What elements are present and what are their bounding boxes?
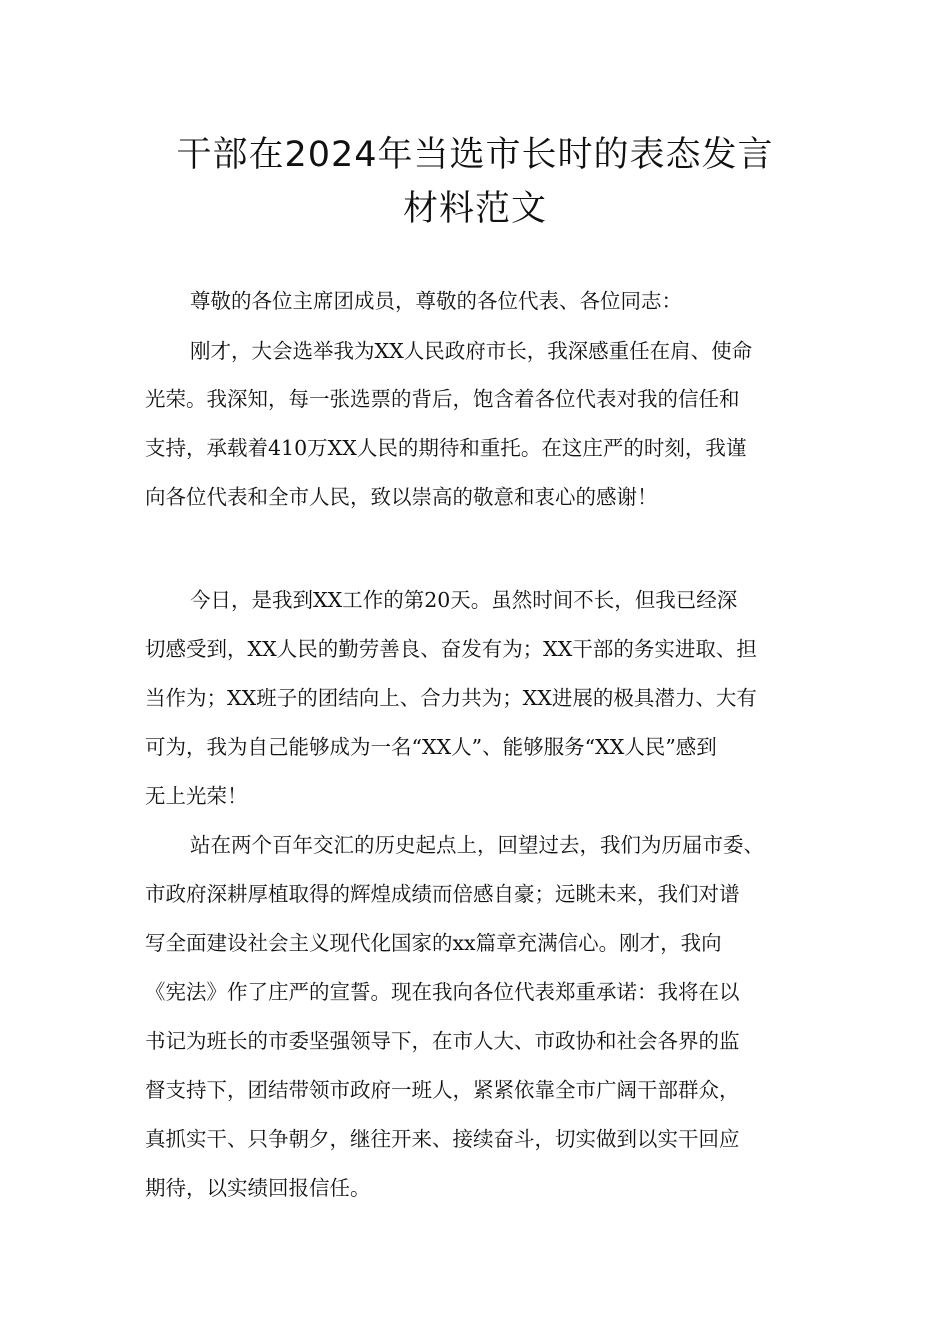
title-line-2: 材料范文 bbox=[402, 189, 547, 229]
paragraph-3-line: 期待，以实绩回报信任。 bbox=[145, 1176, 371, 1200]
title-line-1: 干部在2024年当选市长时的表态发言 bbox=[176, 135, 774, 175]
paragraph-1-line: 支持，承载着410万XX人民的期待和重托。在这庄严的时刻，我谨 bbox=[145, 436, 747, 460]
paragraph-2-line: 当作为；XX班子的团结向上、合力共为；XX进展的极具潜力、大有 bbox=[145, 686, 757, 710]
paragraph-3-line: 写全面建设社会主义现代化国家的xx篇章充满信心。刚才，我向 bbox=[145, 931, 722, 955]
paragraph-3-line: 站在两个百年交汇的历史起点上，回望过去，我们为历届市委、 bbox=[190, 833, 764, 857]
paragraph-3-line: 书记为班长的市委坚强领导下，在市人大、市政协和社会各界的监 bbox=[145, 1029, 740, 1053]
paragraph-2-line: 无上光荣！ bbox=[145, 784, 248, 808]
salutation: 尊敬的各位主席团成员，尊敬的各位代表、各位同志： bbox=[190, 289, 682, 313]
paragraph-3-line: 真抓实干、只争朝夕，继往开来、接续奋斗，切实做到以实干回应 bbox=[145, 1127, 740, 1151]
paragraph-3-line: 《宪法》作了庄严的宣誓。现在我向各位代表郑重承诺：我将在以 bbox=[145, 980, 740, 1004]
paragraph-3-line: 督支持下，团结带领市政府一班人，紧紧依靠全市广阔干部群众， bbox=[145, 1078, 740, 1102]
document-title bbox=[100, 128, 850, 236]
paragraph-2-line: 可为，我为自己能够成为一名“XX人”、能够服务“XX人民”感到 bbox=[145, 735, 717, 759]
paragraph-2-line: 切感受到，XX人民的勤劳善良、奋发有为；XX干部的务实进取、担 bbox=[145, 637, 757, 661]
paragraph-1-line: 刚才，大会选举我为XX人民政府市长，我深感重任在肩、使命 bbox=[190, 339, 753, 363]
paragraph-1-line: 光荣。我深知，每一张选票的背后，饱含着各位代表对我的信任和 bbox=[145, 387, 740, 411]
paragraph-3-line: 市政府深耕厚植取得的辉煌成绩而倍感自豪；远眺未来，我们对谱 bbox=[145, 882, 740, 906]
paragraph-2-line: 今日，是我到XX工作的第20天。虽然时间不长，但我已经深 bbox=[190, 588, 738, 612]
paragraph-1-line: 向各位代表和全市人民，致以崇高的敬意和衷心的感谢！ bbox=[145, 485, 658, 509]
